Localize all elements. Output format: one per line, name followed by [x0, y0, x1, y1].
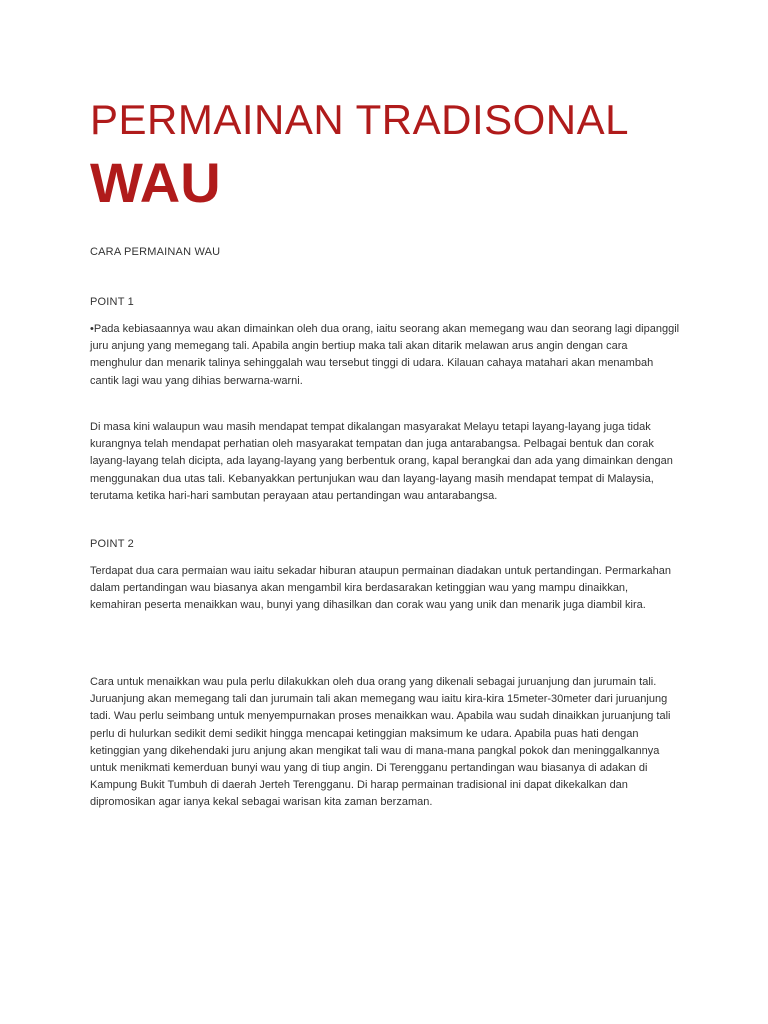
document-title: PERMAINAN TRADISONAL [90, 96, 629, 143]
point-2-label: POINT 2 [90, 538, 134, 550]
paragraph-1: •Pada kebiasaannya wau akan dimainkan oleh dua orang, iaitu seorang akan memegang wau dan seorang lagi dipanggil juru anjung yang memegang tali. Apabila angin bertiup maka tali akan ditarik melawan arus angin dengan cara menghulur dan menarik talinya sehinggalah wau tersebut tinggi di udara. Kilauan cahaya matahari akan menambah cantik lagi wau yang dihias berwarna-warni. [90, 323, 680, 387]
point-1-label: POINT 1 [90, 296, 134, 308]
paragraph-4: Cara untuk menaikkan wau pula perlu dilakukkan oleh dua orang yang dikenali sebagai juruanjung dan jurumain tali. Juruanjung akan memegang tali dan jurumain tali akan memegang wau iaitu kira-kira 15meter-30meter dari juruanjung tadi. Wau perlu seimbang untuk menyempurnakan proses menaikkan wau. Apabila wau sudah dinaikkan juruanjung tali perlu di hulurkan sedikit demi sedikit hingga mencapai ketinggian maksimum ke udara. Apabila puas hati dengan ketinggian yang dikehendaki juru anjung akan mengikat tali wau di mana-mana pangkal pokok dan meninggalkannya untuk menikmati kemerduan bunyi wau yang di tiup angin. Di Terengganu pertandingan wau biasanya di adakan di Kampung Bukit Tumbuh di daerah Jerteh Terengganu. Di harap permainan tradisional ini dapat dikekalkan dan dipromosikan agar ianya kekal sebagai warisan kita zaman berzaman. [90, 676, 671, 809]
document-title-emphasis: WAU [90, 151, 221, 214]
section-subtitle: CARA PERMAINAN WAU [90, 246, 221, 258]
paragraph-2: Di masa kini walaupun wau masih mendapat tempat dikalangan masyarakat Melayu tetapi layang-layang juga tidak kurangnya telah mendapat perhatian oleh masyarakat tempatan dan juga antarabangsa. Pelbagai bentuk dan corak layang-layang telah dicipta, ada layang-layang yang berbentuk orang, kapal berangkai dan ada yang dimainkan dengan menggunakan dua utas tali. Kebanyakkan pertunjukan wau dan layang-layang masih mendapat tempat di Malaysia, terutama ketika hari-hari sambutan perayaan atau pertandingan wau antarabangsa. [90, 421, 673, 502]
paragraph-3: Terdapat dua cara permaian wau iaitu sekadar hiburan ataupun permainan diadakan untuk pertandingan. Permarkahan dalam pertandingan wau biasanya akan mengambil kira berdasarakan ketinggian wau yang mampu dinaikkan, kemahiran peserta menaikkan wau, bunyi yang dihasilkan dan corak wau yang unik dan menarik juga diambil kira. [90, 565, 671, 612]
